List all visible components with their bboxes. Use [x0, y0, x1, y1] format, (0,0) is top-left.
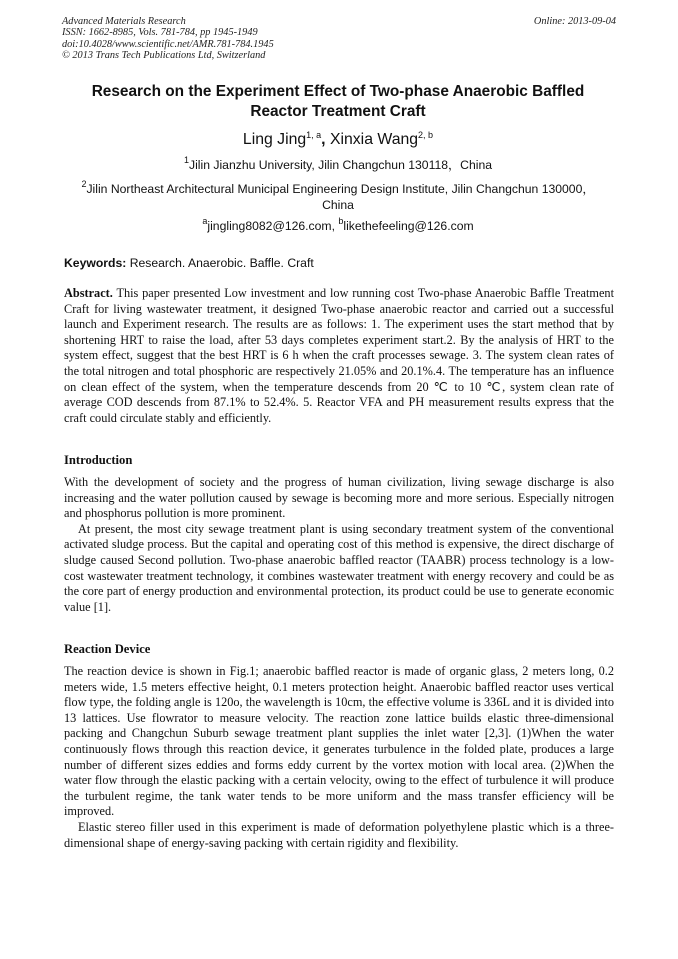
affiliation-1-text: Jilin Jianzhu University, Jilin Changchun 130118，China — [188, 158, 493, 172]
author-2-superscript: 2, b — [418, 130, 434, 140]
email-b-superscript: b — [338, 216, 344, 226]
abstract-label: Abstract. — [64, 286, 113, 300]
journal-header — [62, 16, 622, 62]
abstract — [64, 286, 614, 426]
email-b: likethefeeling@126.com — [343, 219, 474, 233]
online-date: Online: 2013-09-04 — [533, 16, 616, 27]
affiliation-2-continuation: China — [322, 197, 354, 212]
affiliation-2-text: Jilin Northeast Architectural Municipal Engineering Design Institute, Jilin Changchun 130000， — [86, 182, 595, 196]
reaction-device-heading: Reaction Device — [64, 642, 151, 656]
journal-name: Advanced Materials Research — [62, 16, 186, 27]
affiliation-2-superscript: 2 — [81, 179, 87, 189]
journal-doi: doi:10.4028/www.scientific.net/AMR.781-784.1945 — [62, 38, 274, 50]
journal-copyright: © 2013 Trans Tech Publications Ltd, Switzerland — [62, 50, 266, 62]
reaction-device-body — [64, 664, 614, 851]
author-2-name: Xinxia Wang — [329, 131, 419, 148]
email-a: jingling8082@126.com, — [207, 219, 339, 233]
introduction-body — [64, 475, 614, 615]
keywords-text: Research. Anaerobic. Baffle. Craft — [126, 256, 314, 270]
introduction-heading: Introduction — [64, 453, 133, 467]
affiliation-2 — [62, 179, 614, 213]
paper-title-line-2: Reactor Treatment Craft — [250, 102, 426, 120]
email-a-superscript: a — [202, 216, 208, 226]
paper-title-line-1: Research on the Experiment Effect of Two-phase Anaerobic Baffled — [91, 83, 585, 100]
author-1-name: Ling Jing — [242, 131, 307, 148]
affiliation-1-superscript: 1 — [183, 155, 189, 165]
journal-issn: ISSN: 1662-8985, Vols. 781-784, pp 1945-1949 — [62, 27, 258, 39]
affiliation-1 — [62, 155, 614, 174]
keywords-label: Keywords: — [64, 256, 127, 270]
reaction-device-paragraph-2: Elastic stereo filler used in this experiment is made of deformation polyethylene plastic which is a three-dimensional shape of energy-saving packing with certain rigidity and flexibility. — [64, 819, 614, 850]
abstract-text: This paper presented Low investment and low running cost Two-phase Anaerobic Baffle Treatment Craft for living wastewater treatment, it designed Two-phase anaerobic reactor and carried out a successful launch and Experiment research. The results are as follows: 1. The experiment uses the start method that by shortening HRT to raise the load, after 53 days completes experiment start.2. By the analysis of HRT to the system effect, suggest that the best HRT is 6 h when the craft processes sewage. 3. The system clean rates of the total nitrogen and total phosphoric are respectively 21.05% and 20.1%.4. The temperature has an influence on clean effect of the system, when the temperature descends from 20 ℃ to 10 ℃, system clean rate of average COD descends from 87.1% to 52.4%. 5. Reactor VFA and PH measurement results express that the craft could circulate stably and efficiently. — [64, 286, 614, 425]
author-separator: , — [321, 131, 330, 148]
author-1-superscript: 1, a — [306, 130, 322, 140]
keywords — [64, 256, 616, 271]
author-emails — [62, 216, 614, 234]
introduction-paragraph-2: At present, the most city sewage treatment plant is using secondary treatment system of the conventional activated sludge process. But the capital and operating cost of this method is expensive, the direct discharge of sludge caused Second pollution. Two-phase anaerobic baffled reactor (TAABR) process technology is a low-cost wastewater treatment technology, it combines wastewater treatment with energy recovery and could be as the core part of energy production and environmental protection, its product could be use to generate economic value [1]. — [64, 521, 614, 614]
introduction-paragraph-1: With the development of society and the progress of human civilization, living sewage discharge is also increasing and the water pollution caused by sewage is becoming more and more serious. Especially nitrogen and phosphorus pollution is more prominent. — [64, 475, 614, 521]
reaction-device-paragraph-1: The reaction device is shown in Fig.1; anaerobic baffled reactor is made of organic glass, 2 meters long, 0.2 meters wide, 1.5 meters effective height, 0.1 meters protection height. Anaerobic baffled reactor uses vertical flow type, the folding angle is 120o, the wavelength is 10cm, the effective volume is 336L and it is divided into 13 lattices. Use flowrator to measure velocity. The reaction zone lattice builds elastic three-dimensional packing and Changchun Suburb sewage treatment plant supplies the inlet water [2,3]. (1)When the water continuously flows through this reaction device, it generates turbulence in the folded plate, produces a large number of different sizes eddies and forms eddy current by the vortex motion with local area. (2)When the water flow through the elastic packing with a certain velocity, owing to the effect of turbulence it will produce the turbulent regime, the tank water tends to be more uniform and the mass transfer efficiency will be improved. — [64, 664, 614, 819]
author-list — [62, 130, 614, 150]
paper-title — [62, 82, 614, 121]
